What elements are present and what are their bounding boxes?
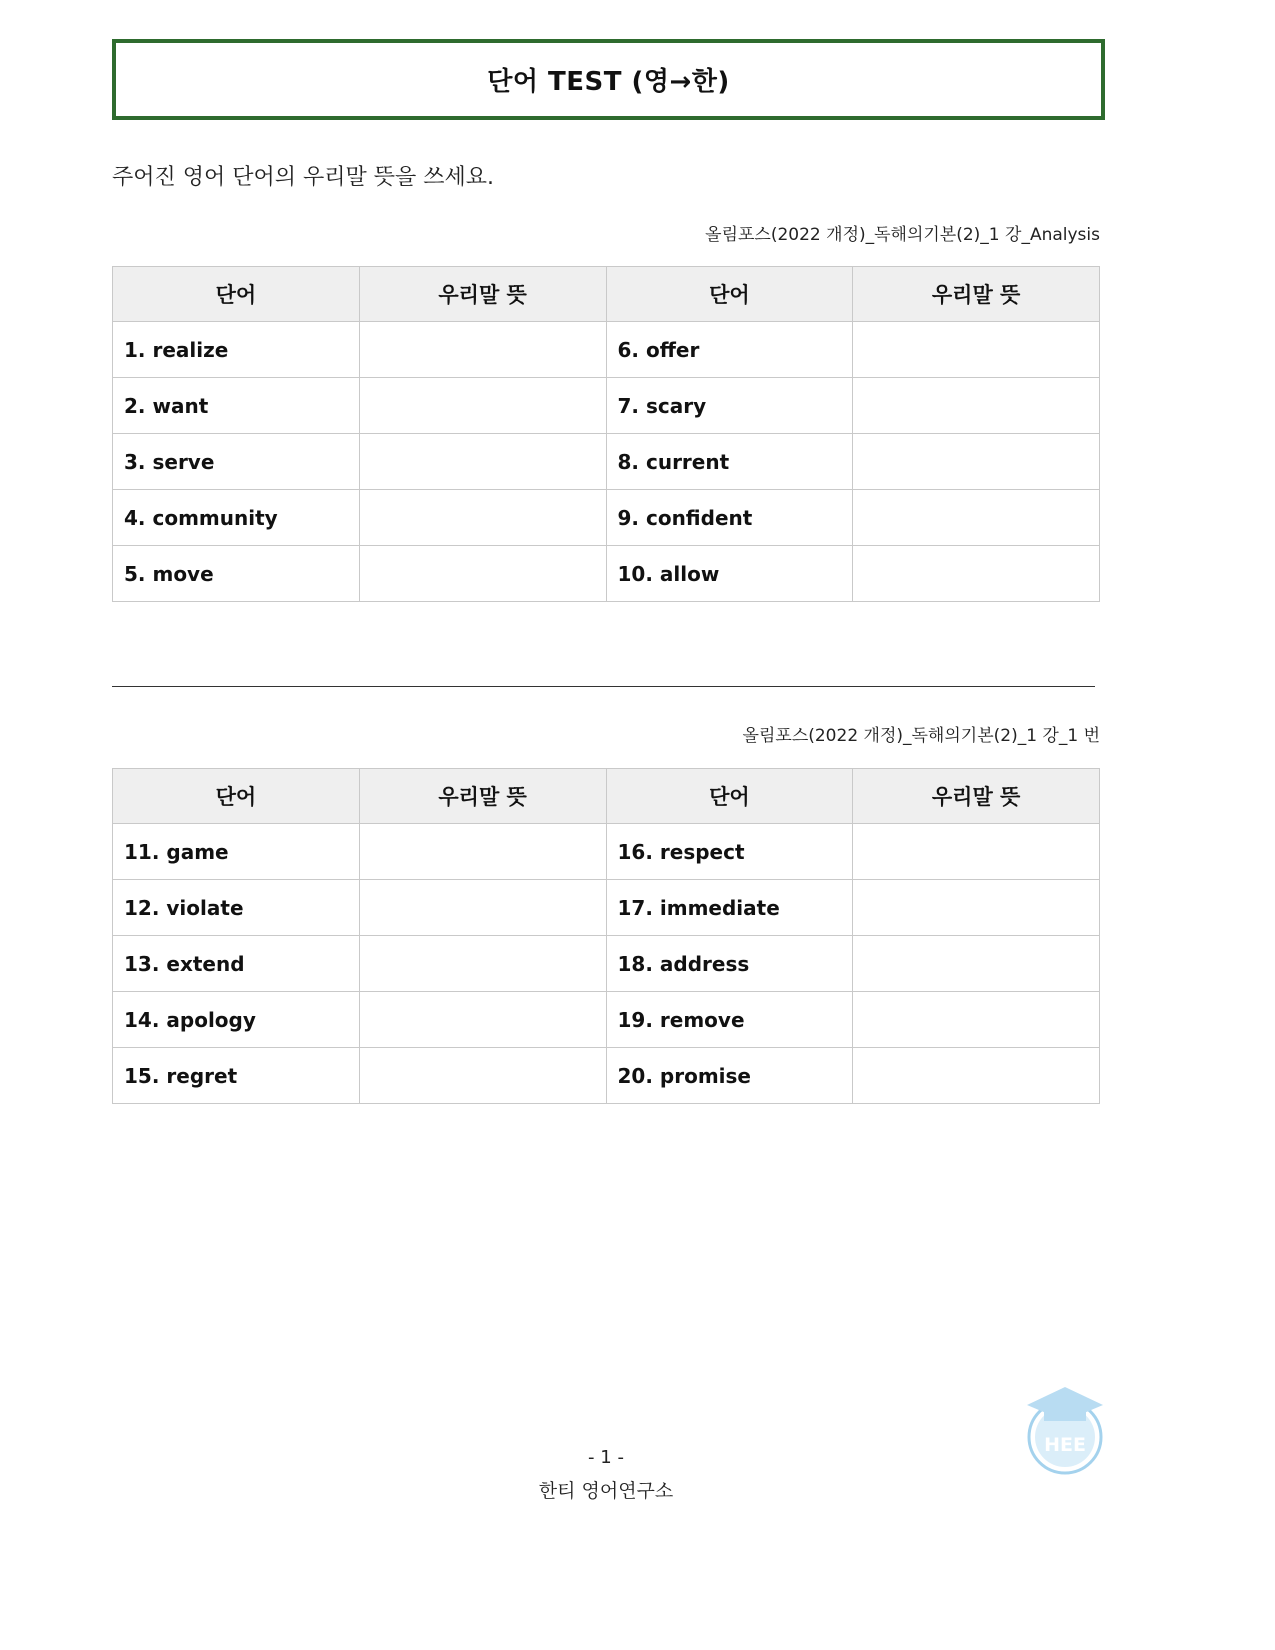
instruction-text: 주어진 영어 단어의 우리말 뜻을 쓰세요. [112, 165, 494, 190]
header-word: 단어 [606, 267, 853, 322]
page-title: 단어 TEST (영→한) [487, 67, 730, 97]
answer-cell[interactable] [359, 1048, 606, 1104]
word-cell: 11. game [113, 824, 360, 880]
table-row [113, 880, 1100, 936]
answer-cell[interactable] [853, 322, 1100, 378]
word-cell: 18. address [606, 936, 853, 992]
table-row [113, 824, 1100, 880]
word-cell: 14. apology [113, 992, 360, 1048]
section-divider [112, 686, 1095, 687]
answer-cell[interactable] [359, 546, 606, 602]
source-label-2: 올림포스(2022 개정)_독해의기본(2)_1 강_1 번 [742, 726, 1100, 746]
word-cell: 7. scary [606, 378, 853, 434]
word-cell: 12. violate [113, 880, 360, 936]
title-box [112, 39, 1105, 120]
answer-cell[interactable] [359, 434, 606, 490]
graduation-cap-seal-icon [1024, 1385, 1106, 1477]
answer-cell[interactable] [853, 1048, 1100, 1104]
table-header-row [113, 267, 1100, 322]
answer-cell[interactable] [359, 880, 606, 936]
table-row [113, 992, 1100, 1048]
source-label-1: 올림포스(2022 개정)_독해의기본(2)_1 강_Analysis [705, 225, 1100, 245]
header-meaning: 우리말 뜻 [853, 769, 1100, 824]
table-row [113, 1048, 1100, 1104]
page-number: - 1 - [588, 1447, 624, 1468]
vocab-table-2 [112, 768, 1100, 1104]
word-cell: 5. move [113, 546, 360, 602]
vocab-table-1 [112, 266, 1100, 602]
table-row [113, 434, 1100, 490]
word-cell: 2. want [113, 378, 360, 434]
word-cell: 9. confident [606, 490, 853, 546]
header-meaning: 우리말 뜻 [853, 267, 1100, 322]
word-cell: 16. respect [606, 824, 853, 880]
word-cell: 1. realize [113, 322, 360, 378]
answer-cell[interactable] [359, 490, 606, 546]
header-word: 단어 [113, 267, 360, 322]
answer-cell[interactable] [853, 490, 1100, 546]
table-row [113, 490, 1100, 546]
header-word: 단어 [113, 769, 360, 824]
answer-cell[interactable] [853, 880, 1100, 936]
header-meaning: 우리말 뜻 [359, 267, 606, 322]
answer-cell[interactable] [359, 322, 606, 378]
word-cell: 10. allow [606, 546, 853, 602]
word-cell: 15. regret [113, 1048, 360, 1104]
word-cell: 17. immediate [606, 880, 853, 936]
answer-cell[interactable] [853, 434, 1100, 490]
answer-cell[interactable] [359, 936, 606, 992]
word-cell: 4. community [113, 490, 360, 546]
answer-cell[interactable] [853, 992, 1100, 1048]
word-cell: 6. offer [606, 322, 853, 378]
answer-cell[interactable] [853, 824, 1100, 880]
word-cell: 13. extend [113, 936, 360, 992]
footer-text: 한티 영어연구소 [538, 1480, 674, 1502]
header-meaning: 우리말 뜻 [359, 769, 606, 824]
word-cell: 8. current [606, 434, 853, 490]
answer-cell[interactable] [853, 378, 1100, 434]
table-row [113, 546, 1100, 602]
word-cell: 19. remove [606, 992, 853, 1048]
answer-cell[interactable] [359, 992, 606, 1048]
table-row [113, 936, 1100, 992]
logo-text: HEE [1044, 1434, 1086, 1456]
answer-cell[interactable] [359, 378, 606, 434]
answer-cell[interactable] [359, 824, 606, 880]
answer-cell[interactable] [853, 546, 1100, 602]
table-header-row [113, 769, 1100, 824]
word-cell: 3. serve [113, 434, 360, 490]
header-word: 단어 [606, 769, 853, 824]
answer-cell[interactable] [853, 936, 1100, 992]
table-row [113, 322, 1100, 378]
table-row [113, 378, 1100, 434]
word-cell: 20. promise [606, 1048, 853, 1104]
